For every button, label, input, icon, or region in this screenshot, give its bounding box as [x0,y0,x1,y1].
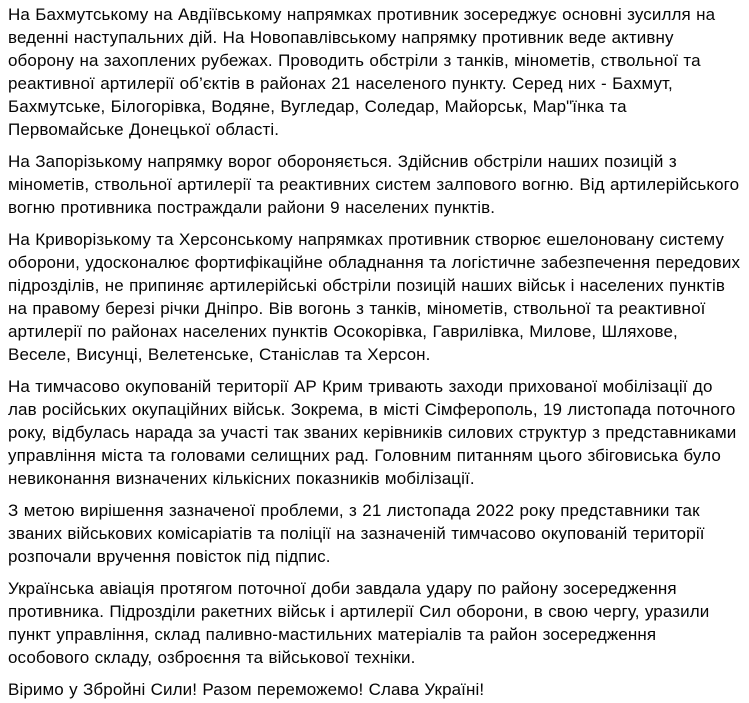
post-paragraph: На Запорізькому напрямку ворог обороняється. Здійснив обстріли наших позицій з мінометів, ствольної артилерії та реактивних систем залпового вогню. Від артилерійського вогню противника постраждали райони 9 населених пунктів. [8,152,740,217]
post-paragraph: Українська авіація протягом поточної доби завдала удару по району зосередження противника. Підрозділи ракетних військ і артилерії Сил оборони, в свою чергу, уразили пункт управління, склад паливно-мастильних матеріалів та район зосередження особового складу, озброєння та військової техніки. [8,579,710,667]
post-paragraph: З метою вирішення зазначеної проблеми, з 21 листопада 2022 року представники так званих військових комісаріатів та поліції на зазначеній тимчасово окупованій території розпочали вручення повісток під підпис. [8,501,705,566]
post-paragraph: Віримо у Збройні Сили! Разом переможемо! Слава Україні! [8,680,485,699]
post-paragraph: На Криворізькому та Херсонському напрямках противник створює ешелоновану систему оборони, удосконалює фортифікаційне обладнання та логістичне забезпечення передових підрозділів, не припиняє артилерійські обстріли позицій наших військ і населених пунктів на правому березі річки Дніпро. Вів вогонь з танків, мінометів, ствольної та реактивної артилерії по районах населених пунктів Осокорівка, Гаврилівка, Милове, Шляхове, Веселе, Висунці, Велетенське, Станіслав та Херсон. [8,230,741,364]
post-paragraph: На тимчасово окупованій території АР Крим тривають заходи прихованої мобілізації до лав російських окупаційних військ. Зокрема, в місті Сімферополь, 19 листопада поточного року, відбулась нарада за участі так званих керівників силових структур з представниками управління міста та головами селищних рад. Головним питанням цього збіговиська було невиконання визначених кількісних показників мобілізації. [8,377,737,488]
post-paragraph: На Бахмутському на Авдіївському напрямках противник зосереджує основні зусилля на веденні наступальних дій. На Новопавлівському напрямку противник веде активну оборону на захоплених рубежах. Проводить обстріли з танків, мінометів, ствольної та реактивної артилерії об’єктів в районах 21 населеного пункту. Серед них - Бахмут, Бахмутське, Білогорівка, Водяне, Вугледар, Соледар, Майорськ, Мар"їнка та Первомайське Донецької області. [8,5,716,139]
